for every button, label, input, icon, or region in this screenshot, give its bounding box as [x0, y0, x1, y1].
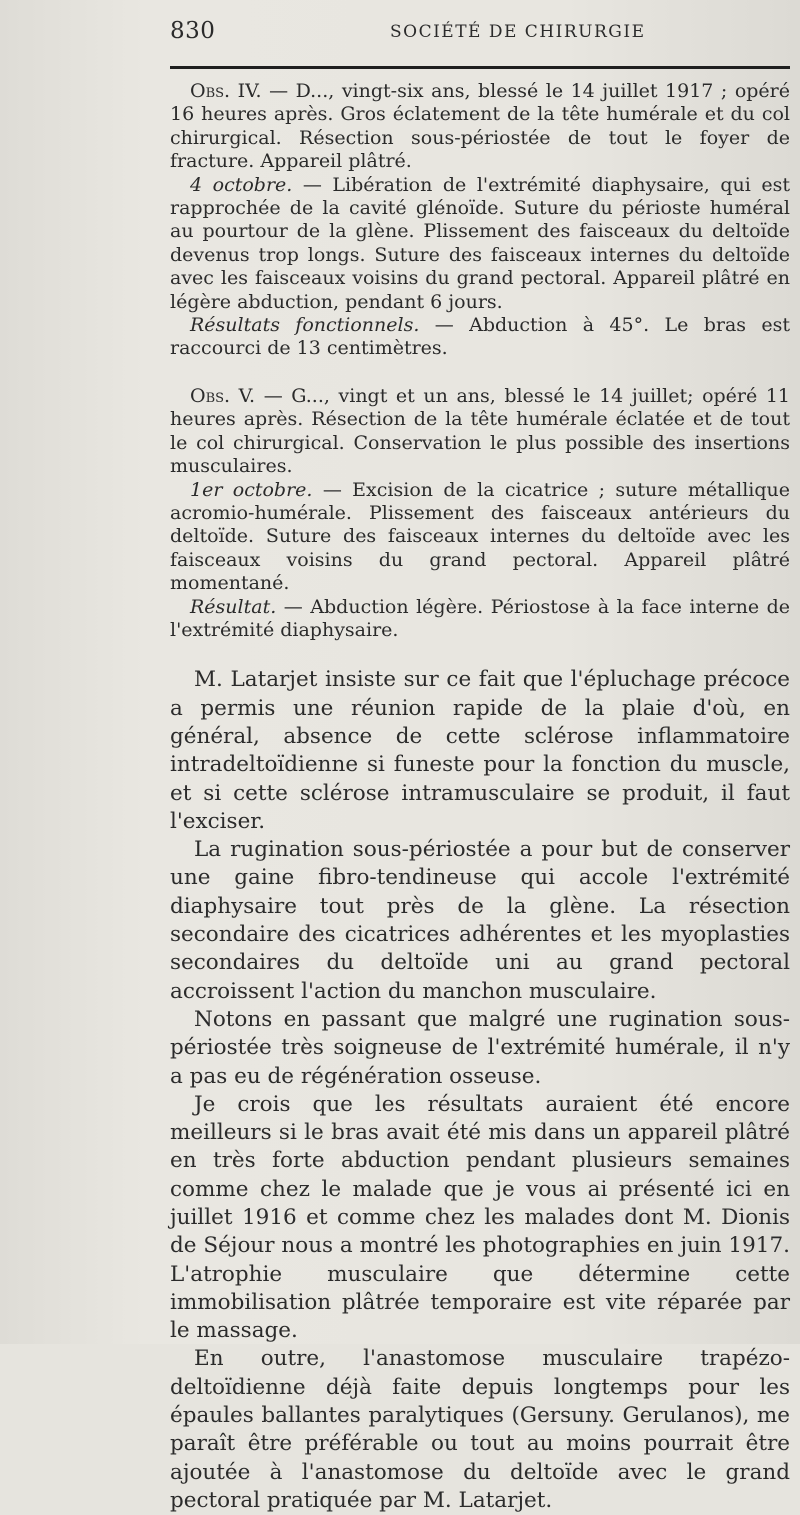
- observation-4: [170, 80, 790, 361]
- observation-result: [170, 314, 790, 361]
- observation-intro: [170, 80, 790, 174]
- observation-text: — G..., vingt et un ans, blessé le 14 juillet; opéré 11 heures après. Résection de la tête humérale éclatée et de tout le col chirurgical. Conservation le plus possible des insertions musculaires.: [170, 384, 790, 478]
- observation-followup: [170, 479, 790, 596]
- paragraph-latarjet: M. Latarjet insiste sur ce fait que l'épluchage précoce a permis une réunion rapide de la plaie d'où, en général, absence de cette sclérose inflammatoire intradeltoïdienne si funeste pour la fonction du muscle, et si cette sclérose intramusculaire se produit, il faut l'exciser.: [170, 667, 790, 834]
- paragraph-abduction: Je crois que les résultats auraient été encore meilleurs si le bras avait été mis dans un appareil plâtré en très forte abduction pendant plusieurs semaines comme chez le malade que je vous ai présenté ici en juillet 1916 et comme chez les malades dont M. Dionis de Séjour nous a montré les photographies en juin 1917. L'atrophie musculaire que détermine cette immobilisation plâtrée temporaire est vite réparée par le massage.: [170, 1091, 790, 1344]
- observation-text: — D..., vingt-six ans, blessé le 14 juillet 1917 ; opéré 16 heures après. Gros éclatement de la tête humérale et du col chirurgical. Résection sous-périostée de tout le foyer de fracture. Appareil plâtré.: [170, 80, 791, 173]
- page-body: [170, 80, 790, 1515]
- result-text: — Abduction à 45°. Le bras est raccourci de 13 centimètres.: [170, 314, 790, 360]
- running-head: SOCIÉTÉ DE CHIRURGIE: [390, 22, 646, 42]
- result-label: Résultat.: [190, 595, 277, 618]
- observation-date: 1er octobre.: [190, 478, 313, 501]
- observation-result: [170, 596, 790, 643]
- observation-label: Obs. IV.: [190, 80, 262, 102]
- observation-followup: [170, 174, 790, 314]
- result-label: Résultats fonctionnels.: [190, 314, 420, 337]
- observation-date: 4 octobre.: [190, 173, 293, 196]
- paragraph-rugination: La rugination sous-périostée a pour but de conserver une gaine fibro-tendineuse qui accole l'extrémité diaphysaire tout près de la glène. La résection secondaire des cicatrices adhérentes et les myoplasties secondaires du deltoïde uni au grand pectoral accroissent l'action du manchon musculaire.: [170, 837, 790, 1004]
- header-rule: [170, 66, 790, 69]
- observation-date-text: — Libération de l'extrémité diaphysaire, qui est rapprochée de la cavité glénoïde. Suture du périoste huméral au pourtour de la glène. Plissement des faisceaux du deltoïde devenus trop longs. Suture des faisceaux internes du deltoïde avec les faisceaux voisins du grand pectoral. Appareil plâtré en légère abduction, pendant 6 jours.: [170, 173, 790, 313]
- page-number: 830: [170, 18, 216, 44]
- paragraph-regeneration: Notons en passant que malgré une rugination sous-périostée très soigneuse de l'extrémité humérale, il n'y a pas eu de régénération osseuse.: [170, 1006, 790, 1089]
- observation-5: [170, 385, 790, 642]
- observation-date-text: — Excision de la cicatrice ; suture métallique acromio-humérale. Plissement des faisceaux antérieurs du deltoïde. Suture des faisceaux internes du deltoïde avec les faisceaux voisins du grand pectoral. Appareil plâtré momentané.: [170, 478, 791, 595]
- observation-intro: [170, 385, 790, 479]
- result-text: — Abduction légère. Périostose à la face interne de l'extrémité diaphysaire.: [170, 595, 790, 641]
- page-header: [170, 18, 790, 48]
- observation-label: Obs. V.: [190, 384, 256, 407]
- paragraph-anastomose: En outre, l'anastomose musculaire trapézo-deltoïdienne déjà faite depuis longtemps pour les épaules ballantes paralytiques (Gersuny. Gerulanos), me paraît être préférable ou tout au moins pourrait être ajoutée à l'anastomose du deltoïde avec le grand pectoral pratiquée par M. Latarjet.: [170, 1346, 790, 1513]
